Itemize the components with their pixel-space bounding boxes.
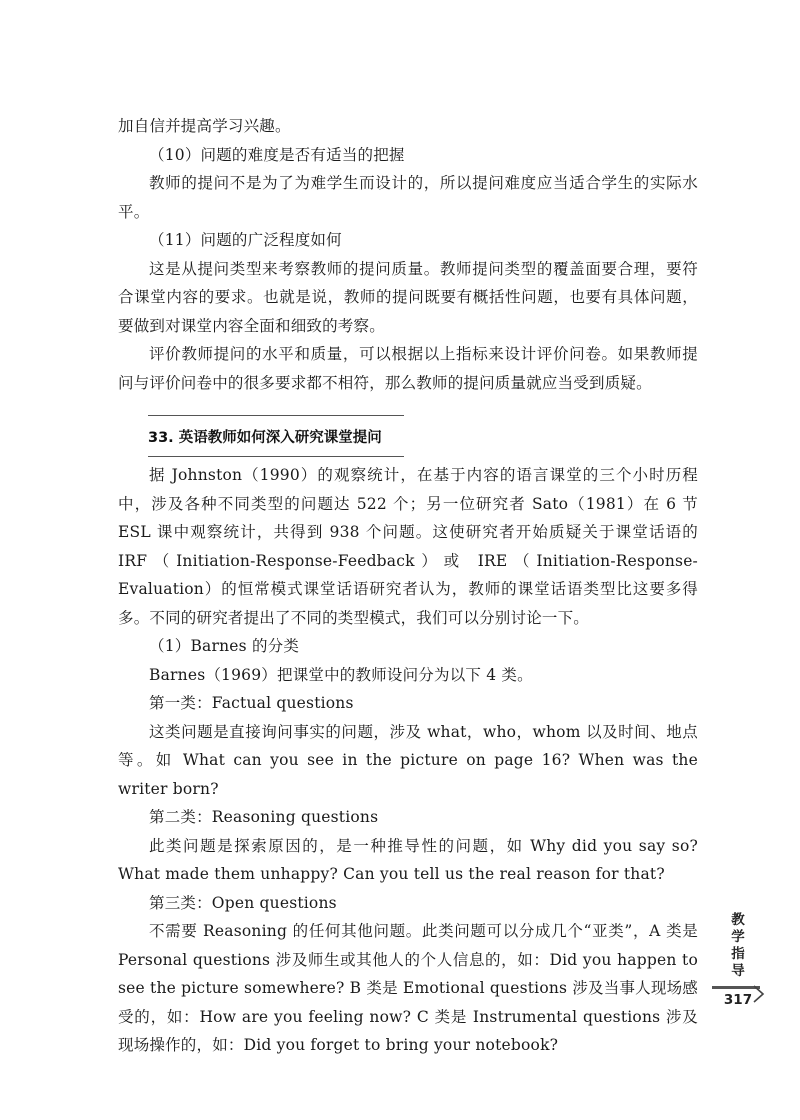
paragraph: 此类问题是探索原因的，是一种推导性的问题，如 Why did you say so? What made them unhappy? Can you tell us the real reason for that? (118, 836, 698, 883)
page-number: 317 (723, 992, 753, 1008)
section-heading: 33. 英语教师如何深入研究课堂提问 (148, 415, 404, 457)
paragraph: 不需要 Reasoning 的任何其他问题。此类问题可以分成几个“亚类”，A 类是 Personal questions 涉及师生或其他人的个人信息的，如：Did you happen to see the picture somewhere? B 类是 Emotional questions 涉及当事人现场感受的，如：How are you feeling now? C 类是 Instrumental questions 涉及现场操作的，如：Did you forget to bring your notebook? (118, 922, 698, 1054)
paragraph: 据 Johnston（1990）的观察统计，在基于内容的语言课堂的三个小时历程中，涉及各种不同类型的问题达 522 个；另一位研究者 Sato（1981）在 6 节 ESL 课中观察统计，共得到 938 个问题。这使研究者开始质疑关于课堂话语的 IRF（Initiation-Response-Feedback）或 IRE（Initiation-Response-Evaluation）的恒常模式课堂话语研究者认为，教师的课堂话语类型比这要多得多。不同的研究者提出了不同的类型模式，我们可以分别讨论一下。 (118, 466, 698, 627)
paragraph: 第一类：Factual questions (149, 694, 354, 712)
side-tab-label (723, 912, 753, 980)
top-text-section (118, 112, 698, 397)
paragraph: 教师的提问不是为了为难学生而设计的，所以提问难度应当适合学生的实际水平。 (118, 174, 698, 221)
main-text-section (118, 461, 698, 1060)
side-tab-char: 学 (731, 929, 745, 945)
paragraph: 第三类：Open questions (149, 893, 337, 912)
paragraph: 这是从提问类型来考察教师的提问质量。教师提问类型的覆盖面要合理，要符合课堂内容的要求。也就是说，教师的提问既要有概括性问题，也要有具体问题，要做到对课堂内容全面和细致的考察。 (118, 259, 698, 335)
paragraph: 第二类：Reasoning questions (149, 808, 379, 826)
paragraph: （10）问题的难度是否有适当的把握 (149, 145, 405, 164)
side-tab-char: 导 (731, 963, 745, 979)
side-tab-char: 指 (731, 946, 745, 962)
paragraph: （11）问题的广泛程度如何 (149, 231, 342, 249)
paragraph: 加自信并提高学习兴趣。 (118, 117, 291, 135)
paragraph: 这类问题是直接询问事实的问题，涉及 what，who，whom 以及时间、地点等。如 What can you see in the picture on page 16? When was the writer born? (118, 722, 698, 798)
paragraph: 评价教师提问的水平和质量，可以根据以上指标来设计评价问卷。如果教师提问与评价问卷中的很多要求都不相符，那么教师的提问质量就应当受到质疑。 (118, 345, 698, 392)
paragraph: Barnes（1969）把课堂中的教师设问分为以下 4 类。 (149, 665, 533, 684)
paragraph: （1）Barnes 的分类 (149, 637, 300, 655)
side-tab-char: 教 (731, 912, 745, 928)
